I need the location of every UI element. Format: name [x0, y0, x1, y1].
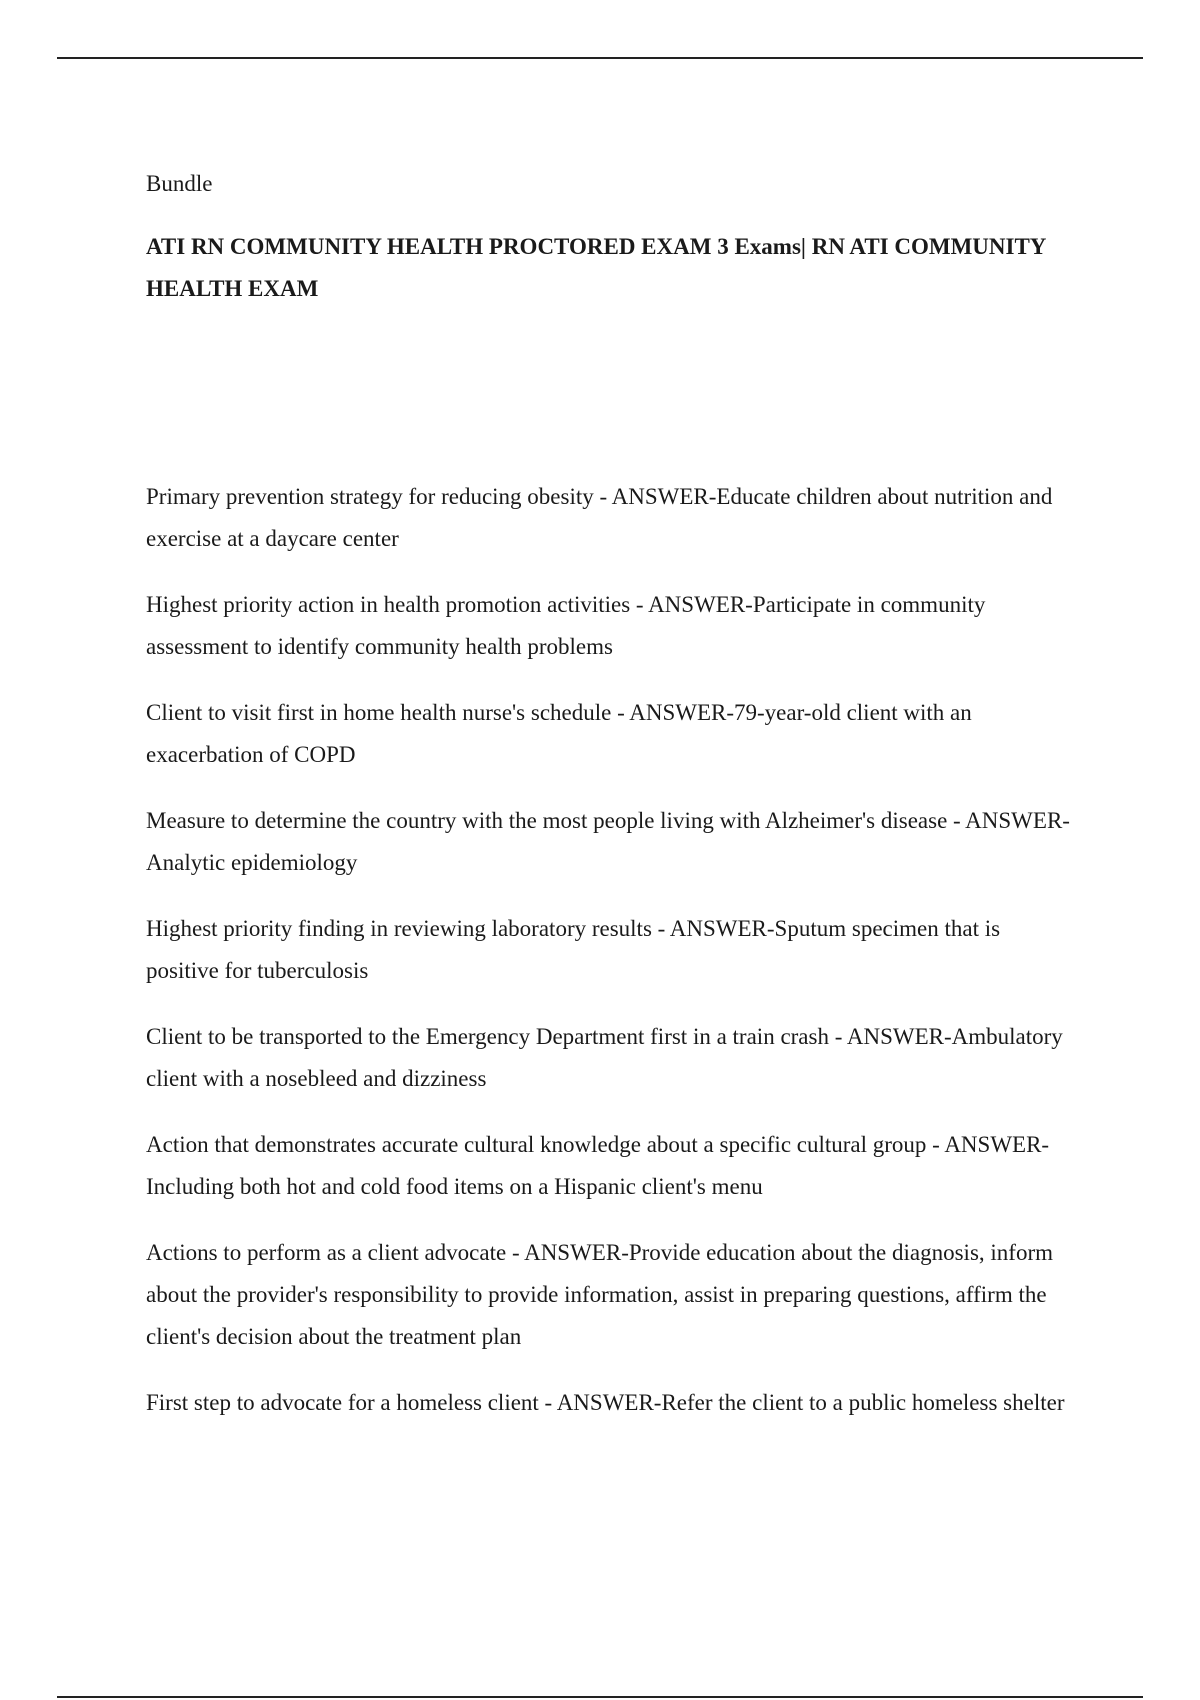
- qa-list: [146, 476, 1076, 1424]
- qa-item: Actions to perform as a client advocate - ANSWER-Provide education about the diagnosis, inform about the provider's responsibility to provide information, assist in preparing questions, affirm the client's decision about the treatment plan: [146, 1240, 1053, 1349]
- qa-item: Measure to determine the country with the most people living with Alzheimer's disease - ANSWER-Analytic epidemiology: [146, 808, 1070, 875]
- qa-item: First step to advocate for a homeless client - ANSWER-Refer the client to a public homeless shelter: [146, 1390, 1065, 1415]
- document-body: [146, 168, 1076, 1448]
- header-rule: [57, 57, 1143, 59]
- document-title: ATI RN COMMUNITY HEALTH PROCTORED EXAM 3 Exams| RN ATI COMMUNITY HEALTH EXAM: [146, 234, 1046, 301]
- qa-item: Highest priority finding in reviewing laboratory results - ANSWER-Sputum specimen that is positive for tuberculosis: [146, 916, 1001, 983]
- qa-item: Client to be transported to the Emergency Department first in a train crash - ANSWER-Ambulatory client with a nosebleed and dizziness: [146, 1024, 1063, 1091]
- footer-rule: [57, 1696, 1143, 1698]
- qa-item: Client to visit first in home health nurse's schedule - ANSWER-79-year-old client with an exacerbation of COPD: [146, 700, 972, 767]
- qa-item: Highest priority action in health promotion activities - ANSWER-Participate in community assessment to identify community health problems: [146, 592, 986, 659]
- qa-item: Action that demonstrates accurate cultural knowledge about a specific cultural group - ANSWER-Including both hot and cold food items on a Hispanic client's menu: [146, 1132, 1050, 1199]
- bundle-label: Bundle: [146, 171, 213, 196]
- qa-item: Primary prevention strategy for reducing obesity - ANSWER-Educate children about nutrition and exercise at a daycare center: [146, 484, 1053, 551]
